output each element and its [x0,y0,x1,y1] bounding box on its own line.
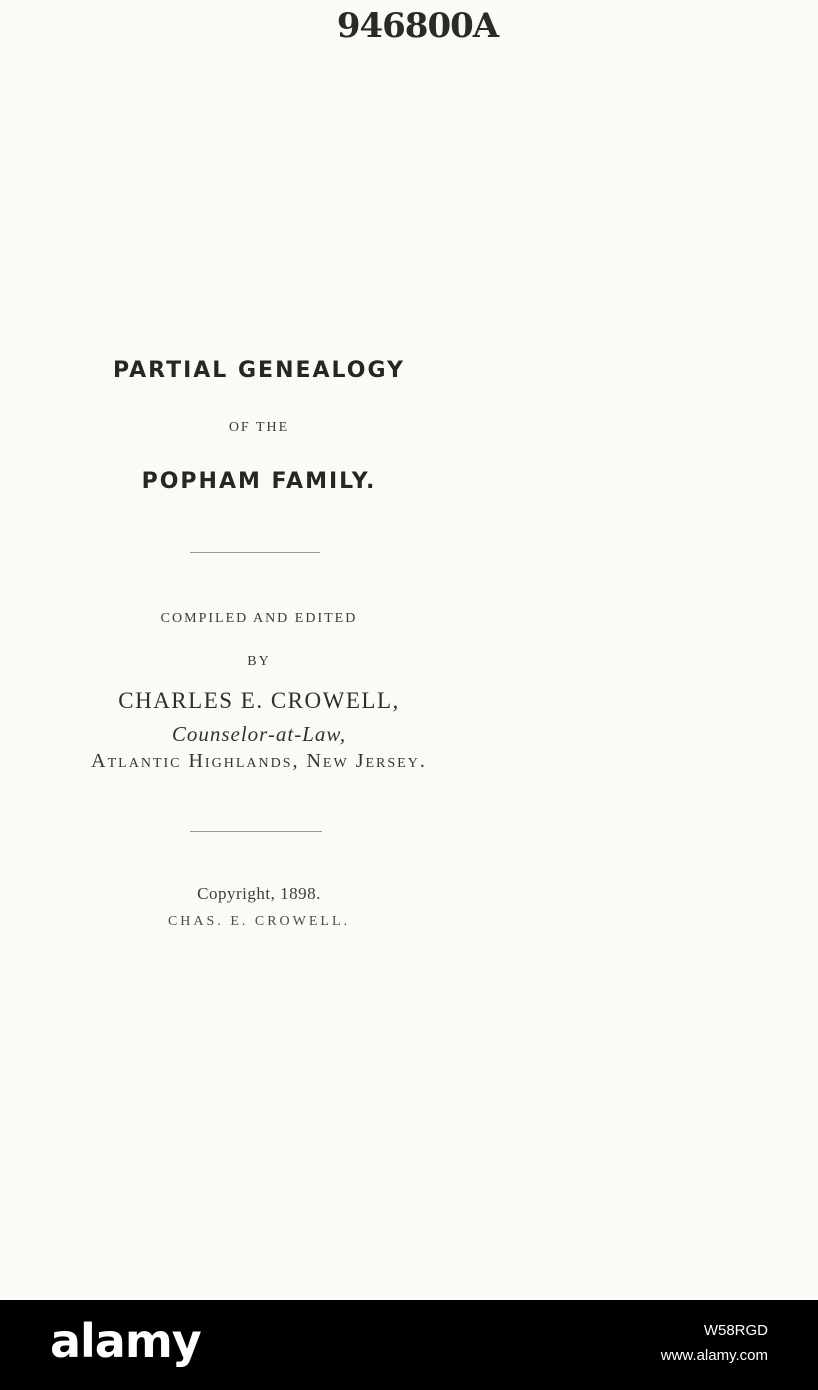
author-name: CHARLES E. CROWELL, [118,688,400,713]
library-stamp-number: 946800A [336,6,499,46]
title-line-1: PARTIAL GENEALOGY [113,358,405,383]
site-url-label: www.alamy.com [660,1347,768,1364]
divider-rule-bottom [190,831,322,832]
image-id-label: W58RGD [703,1322,768,1339]
credit-line: COMPILED AND EDITED [160,611,358,626]
author-role: Counselor-at-Law, [171,722,347,746]
title-line-2: POPHAM FAMILY. [141,469,377,494]
copyright-holder: CHAS. E. CROWELL. [167,914,351,929]
divider-rule-top [190,552,320,553]
watermark-footer-bar [0,1300,818,1390]
author-place: Atlantic Highlands, New Jersey. [91,750,427,772]
copyright-line: Copyright, 1898. [197,884,321,903]
alamy-logo: alamy [50,1314,201,1368]
title-connector: OF THE [228,420,290,435]
by-line: BY [247,654,271,669]
